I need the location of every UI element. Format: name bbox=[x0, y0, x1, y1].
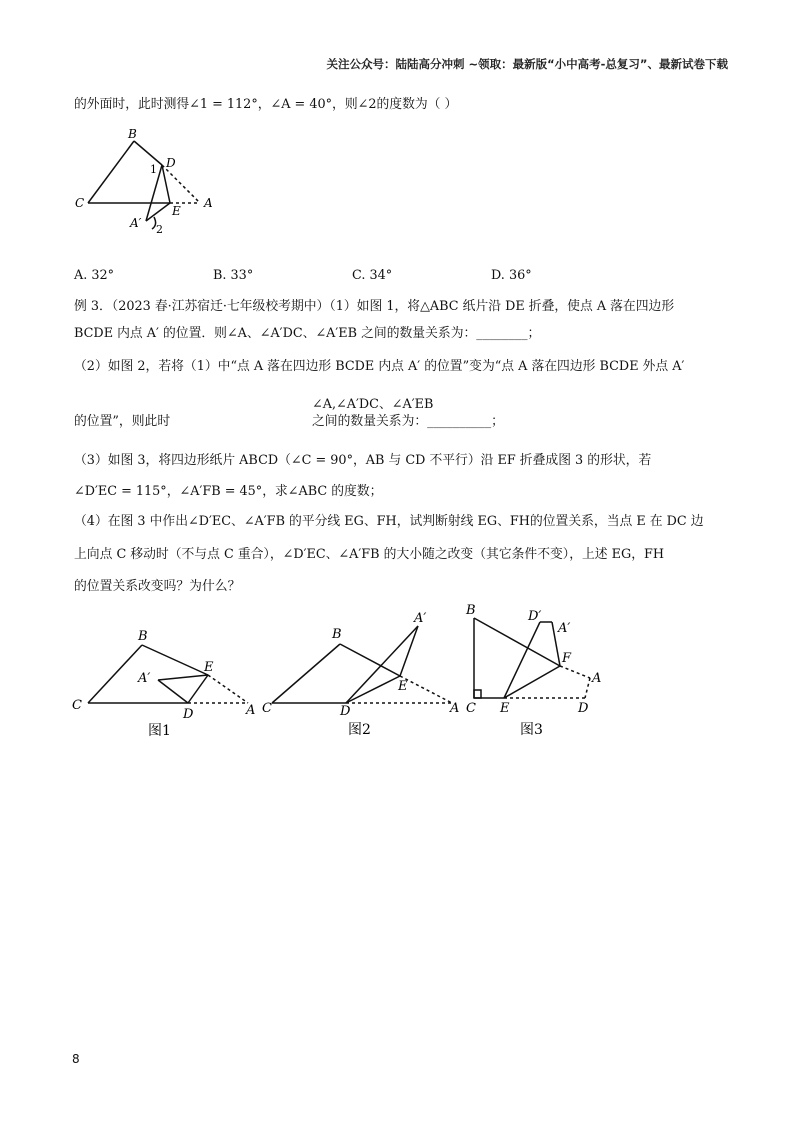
fig3-label-D1: D′ bbox=[528, 609, 542, 624]
fig2-label-D: D bbox=[340, 704, 351, 719]
prev-label-A1: A′ bbox=[130, 216, 142, 230]
fig1-label-A1: A′ bbox=[138, 671, 151, 686]
prev-label-1: 1 bbox=[150, 163, 157, 176]
prev-label-2: 2 bbox=[156, 223, 163, 236]
fig3-label-D: D bbox=[578, 701, 589, 716]
example3-line3: （2）如图 2，若将（1）中“点 A 落在四边形 BCDE 内点 A′ 的位置”变为“点 A 落在四边形 BCDE 外点 A′ bbox=[74, 359, 685, 374]
fig3-label-A: A bbox=[592, 671, 602, 686]
fig1-label-B: B bbox=[138, 629, 148, 644]
prev-label-E: E bbox=[172, 204, 181, 218]
prev-label-D: D bbox=[166, 156, 176, 170]
figure-3 bbox=[460, 600, 610, 750]
choice-b: B. 33° bbox=[213, 268, 254, 283]
example3-line2: BCDE 内点 A′ 的位置．则∠A、∠A′DC、∠A′EB 之间的数量关系为：________； bbox=[74, 326, 541, 341]
example3-line4a: 的位置”，则此时 bbox=[74, 414, 171, 429]
figure-1 bbox=[68, 625, 268, 750]
prev-question-figure bbox=[70, 125, 230, 240]
example3-angles: ∠A,∠A′DC、∠A′EB bbox=[312, 397, 434, 412]
page-header: 关注公众号：陆陆高分冲刺 ~领取：最新版“小中高考-总复习”、最新试卷下载 bbox=[326, 57, 728, 71]
fig3-label-C: C bbox=[466, 701, 476, 716]
fig1-label-C: C bbox=[72, 698, 82, 713]
figure-2 bbox=[260, 608, 470, 750]
fig3-label-F: F bbox=[562, 651, 572, 666]
fig3-label-E: E bbox=[500, 701, 510, 716]
example3-line5: （3）如图 3，将四边形纸片 ABCD（∠C = 90°，AB 与 CD 不平行）沿 EF 折叠成图 3 的形状，若 bbox=[74, 453, 652, 468]
prev-label-C: C bbox=[75, 196, 85, 210]
fig1-caption: 图1 bbox=[148, 723, 171, 739]
prev-label-A: A bbox=[204, 196, 213, 210]
example3-line9: 的位置关系改变吗？为什么？ bbox=[74, 579, 241, 594]
fig2-label-A1: A′ bbox=[414, 611, 427, 626]
fig1-label-E: E bbox=[204, 660, 214, 675]
choice-d: D. 36° bbox=[491, 268, 532, 283]
example3-line7: （4）在图 3 中作出∠D′EC、∠A′FB 的平分线 EG、FH，试判断射线 EG、FH的位置关系，当点 E 在 DC 边 bbox=[74, 514, 704, 529]
fig2-label-A: A bbox=[450, 701, 460, 716]
fig2-label-E: E bbox=[398, 679, 408, 694]
fig3-label-A1: A′ bbox=[558, 621, 571, 636]
example3-line8: 上向点 C 移动时（不与点 C 重合），∠D′EC、∠A′FB 的大小随之改变（其它条件不变），上述 EG，FH bbox=[74, 547, 665, 562]
fig1-label-D: D bbox=[183, 707, 194, 722]
fig3-label-B: B bbox=[466, 603, 476, 618]
prev-label-B: B bbox=[128, 127, 137, 141]
fig1-label-A: A bbox=[246, 703, 256, 718]
example3-line1: 例 3．（2023 春·江苏宿迁·七年级校考期中）（1）如图 1，将△ABC 纸片沿 DE 折叠，使点 A 落在四边形 bbox=[74, 299, 675, 314]
choice-c: C. 34° bbox=[352, 268, 393, 283]
fig2-caption: 图2 bbox=[348, 722, 371, 738]
fig2-label-C: C bbox=[262, 701, 272, 716]
fig3-caption: 图3 bbox=[520, 722, 543, 738]
prev-question-line: 的外面时，此时测得∠1 = 112°，∠A = 40°，则∠2的度数为（ ） bbox=[74, 97, 458, 112]
fig2-label-B: B bbox=[332, 627, 342, 642]
example3-line4b: 之间的数量关系为：__________； bbox=[312, 414, 504, 429]
page-number: 8 bbox=[72, 1052, 80, 1066]
choice-a: A. 32° bbox=[74, 268, 115, 283]
example3-line6: ∠D′EC = 115°，∠A′FB = 45°，求∠ABC 的度数； bbox=[74, 484, 383, 499]
